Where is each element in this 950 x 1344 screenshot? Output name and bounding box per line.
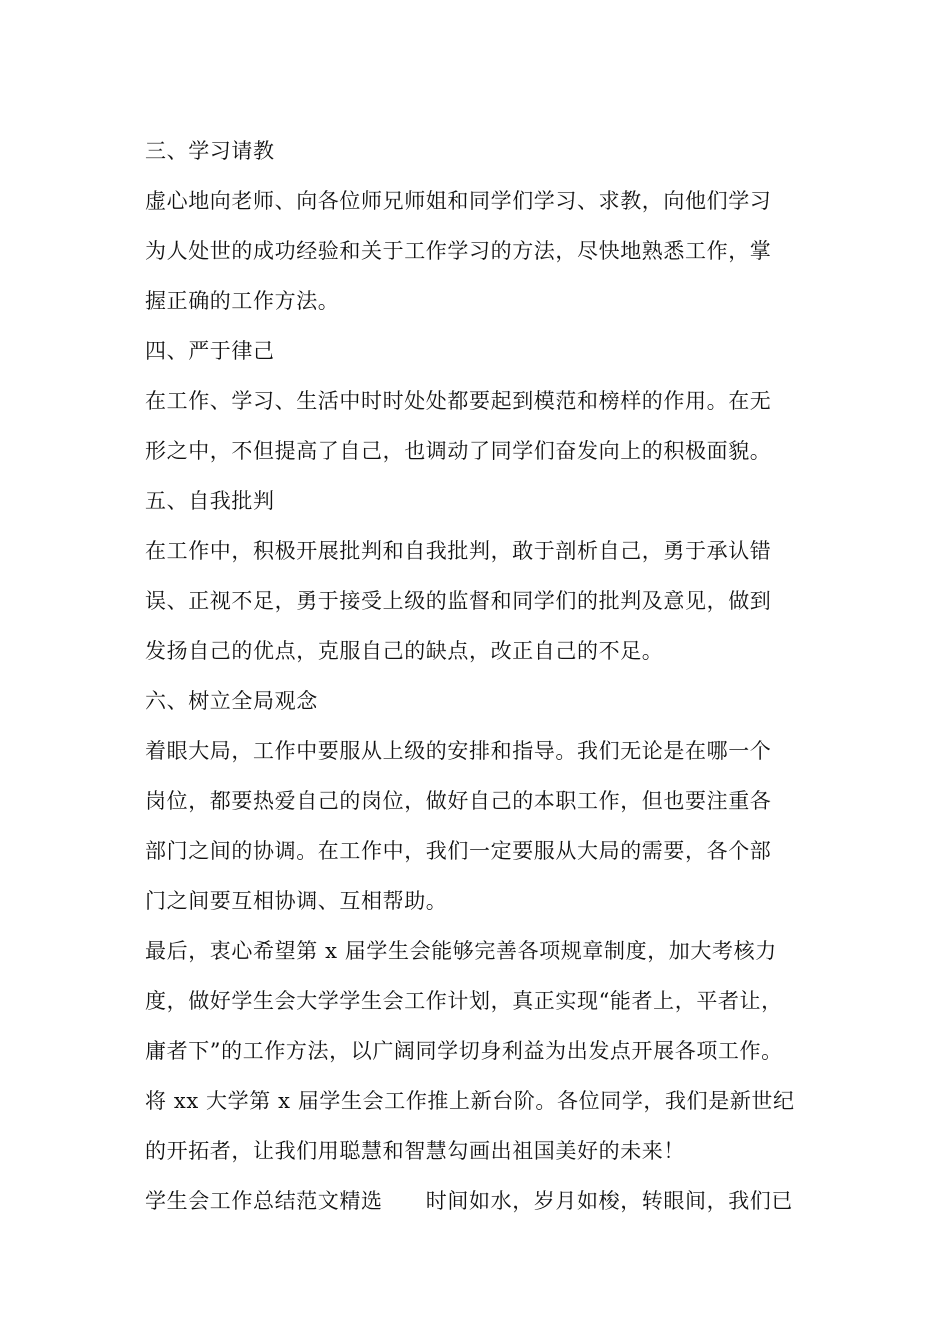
heading-self-discipline: 四、严于律己	[145, 339, 275, 363]
paragraph-line: 在工作、学习、生活中时时处处都要起到模范和榜样的作用。在无	[145, 389, 772, 413]
paragraph-line: 握正确的工作方法。	[145, 289, 340, 313]
paragraph-line: 发扬自己的优点，克服自己的缺点，改正自己的不足。	[145, 639, 664, 663]
paragraph-line: 在工作中，积极开展批判和自我批判，敢于剖析自己，勇于承认错	[145, 539, 772, 563]
paragraph-line: 将 xx 大学第 x 届学生会工作推上新台阶。各位同学，我们是新世纪	[145, 1089, 795, 1113]
paragraph-line: 庸者下”的工作方法，以广阔同学切身利益为出发点开展各项工作。	[145, 1039, 783, 1063]
paragraph-line: 部门之间的协调。在工作中，我们一定要服从大局的需要，各个部	[145, 839, 772, 863]
paragraph-line: 岗位，都要热爱自己的岗位，做好自己的本职工作，但也要注重各	[145, 789, 772, 813]
paragraph-line: 虚心地向老师、向各位师兄师姐和同学们学习、求教，向他们学习	[145, 189, 772, 213]
paragraph-line: 误、正视不足，勇于接受上级的监督和同学们的批判及意见，做到	[145, 589, 772, 613]
paragraph-line: 为人处世的成功经验和关于工作学习的方法，尽快地熟悉工作，掌	[145, 239, 772, 263]
paragraph-line: 形之中，不但提高了自己，也调动了同学们奋发向上的积极面貌。	[145, 439, 772, 463]
paragraph-line: 着眼大局，工作中要服从上级的安排和指导。我们无论是在哪一个	[145, 739, 772, 763]
paragraph-line: 学生会工作总结范文精选 时间如水，岁月如梭，转眼间，我们已	[145, 1189, 793, 1213]
paragraph-line: 最后，衷心希望第 x 届学生会能够完善各项规章制度，加大考核力	[145, 939, 777, 963]
heading-overall-view: 六、树立全局观念	[145, 689, 318, 713]
heading-study-consult: 三、学习请教	[145, 139, 275, 163]
heading-self-criticism: 五、自我批判	[145, 489, 275, 513]
paragraph-line: 门之间要互相协调、互相帮助。	[145, 889, 448, 913]
paragraph-line: 度，做好学生会大学学生会工作计划，真正实现“能者上，平者让，	[145, 989, 783, 1013]
paragraph-line: 的开拓者，让我们用聪慧和智慧勾画出祖国美好的未来！	[145, 1139, 685, 1163]
